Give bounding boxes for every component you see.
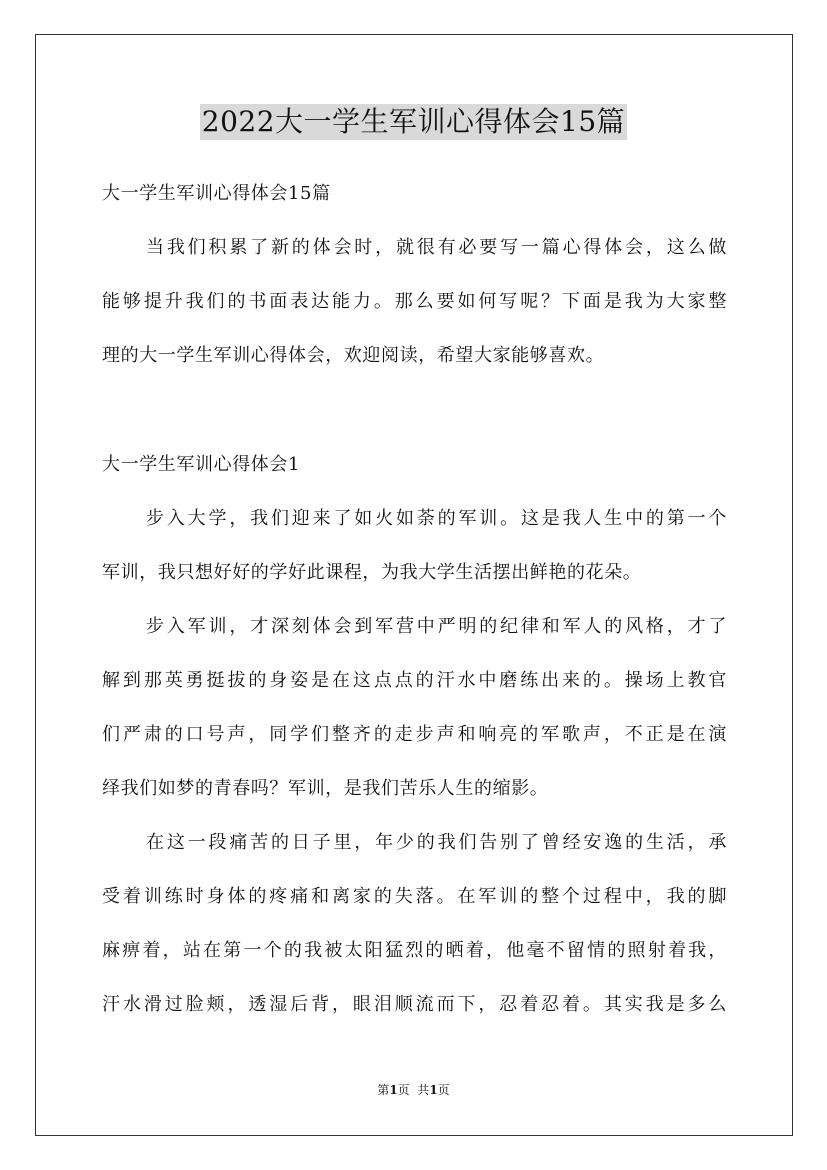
body-line-4: 解到那英勇挺拔的身姿是在这点点的汗水中磨练出来的。操场上教官 (102, 670, 727, 691)
body-line-10: 汗水滑过脸颊，透湿后背，眼泪顺流而下，忍着忍着。其实我是多么 (102, 994, 727, 1015)
footer-page-suffix: 页 (437, 1083, 450, 1097)
body-line-6: 绎我们如梦的青春吗？军训，是我们苦乐人生的缩影。 (102, 778, 549, 799)
intro-line-2: 能够提升我们的书面表达能力。那么要如何写呢？下面是我为大家整 (102, 291, 727, 312)
title-container (0, 104, 827, 140)
body-line-9: 麻痹着，站在第一个的我被太阳猛烈的晒着，他毫不留情的照射着我， (102, 940, 727, 961)
body-line-8: 受着训练时身体的疼痛和离家的失落。在军训的整个过程中，我的脚 (102, 886, 727, 907)
page-footer (0, 1082, 827, 1098)
footer-page-total: 1 (429, 1083, 438, 1097)
body-line-1: 步入大学，我们迎来了如火如荼的军训。这是我人生中的第一个 (146, 508, 727, 529)
section-heading: 大一学生军训心得体会1 (102, 454, 301, 475)
body-line-3: 步入军训，才深刻体会到军营中严明的纪律和军人的风格，才了 (146, 616, 727, 637)
body-line-2: 军训，我只想好好的学好此课程，为我大学生活摆出鲜艳的花朵。 (102, 562, 642, 583)
document-subtitle: 大一学生军训心得体会15篇 (102, 183, 331, 204)
body-line-7: 在这一段痛苦的日子里，年少的我们告别了曾经安逸的生活，承 (146, 832, 727, 853)
footer-page-number: 1 (389, 1083, 398, 1097)
document-title: 2022大一学生军训心得体会15篇 (201, 105, 626, 138)
intro-line-1: 当我们积累了新的体会时，就很有必要写一篇心得体会，这么做 (146, 237, 727, 258)
footer-page-prefix: 第 (377, 1083, 390, 1097)
body-line-5: 们严肃的口号声，同学们整齐的走步声和响亮的军歌声，不正是在演 (102, 724, 727, 745)
intro-line-3: 理的大一学生军训心得体会，欢迎阅读，希望大家能够喜欢。 (102, 345, 605, 366)
footer-page-mid: 页 共 (397, 1083, 430, 1097)
